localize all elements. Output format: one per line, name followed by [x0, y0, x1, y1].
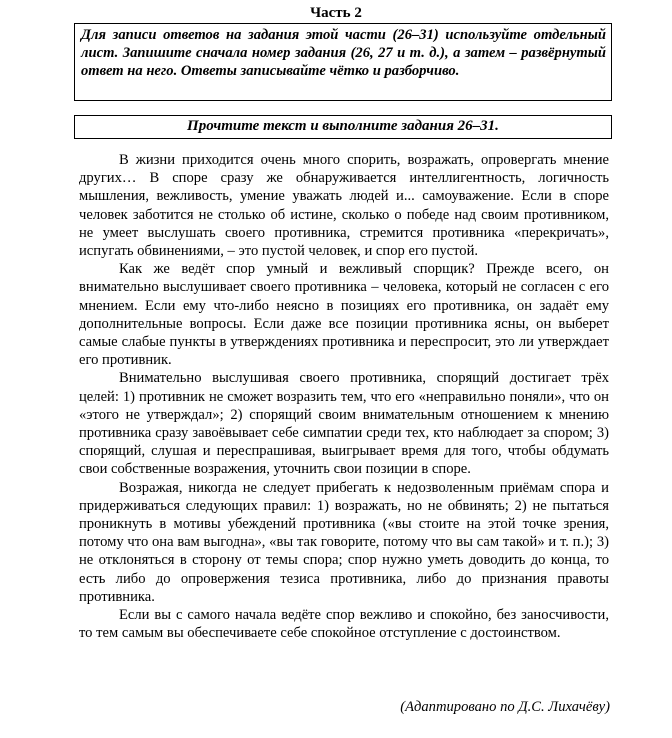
paragraph-5: Если вы с самого начала ведёте спор вежливо и спокойно, без заносчивости, то тем самым вы обеспечиваете себе спокойное отступление с достоинством. [79, 607, 609, 642]
paragraph-2: Как же ведёт спор умный и вежливый спорщик? Прежде всего, он внимательно выслушивает своего противника – человека, который не согласен с его мнением. Если ему что-либо неясно в позициях его противника, он задаёт ему дополнительные вопросы. Если даже все позиции противника ясны, он выберет самые слабые пункты в утверждениях противника и переспросит, это ли утверждает его противник. [79, 261, 609, 369]
attribution: (Адаптировано по Д.С. Лихачёву) [400, 699, 610, 715]
paragraph-1: В жизни приходится очень много спорить, возражать, опровергать мнение других… В споре сразу же обнаруживается интеллигентность, логичность мышления, вежливость, умение уважать людей и... самоуважение. Если в споре человек заботится не столько об истине, сколько о победе над своим противником, не умеет выслушать своего противника, стремится противника «перекричать», испугать обвинениями, – это пустой человек, и спор его пустой. [79, 152, 609, 260]
paragraph-4: Возражая, никогда не следует прибегать к недозволенным приёмам спора и придерживаться следующих правил: 1) возражать, но не обвинять; 2) не пытаться проникнуть в мотивы убеждений противника («вы стоите на этой точке зрения, потому что она вам выгодна», «вы так говорите, потому что вы сам такой» и т. п.); 3) не отклоняться в сторону от темы спора; спор нужно уметь доводить до конца, то есть либо до опровержения тезиса противника, либо до признания правоты противника. [79, 479, 609, 605]
paragraph-3: Внимательно выслушивая своего противника, спорящий достигает трёх целей: 1) противник не сможет возразить тем, что его «неправильно поняли», что он «этого не утверждал»; 2) спорящий своим внимательным отношением к мнению противника сразу завоёвывает себе симпатии среди тех, кто наблюдает за спором; 3) спорящий, слушая и переспрашивая, выигрывает время для того, чтобы обдумать свои собственные возражения, уточнить свои позиции в споре. [79, 370, 609, 478]
instructions-box: Для записи ответов на задания этой части (26–31) используйте отдельный лист. Запишите сначала номер задания (26, 27 и т. д.), а затем – развёрнутый ответ на него. Ответы записывайте чётко и разборчиво. [74, 23, 612, 101]
task-heading: Прочтите текст и выполните задания 26–31. [74, 115, 612, 139]
part-title: Часть 2 [310, 5, 362, 21]
reading-text [79, 151, 609, 642]
